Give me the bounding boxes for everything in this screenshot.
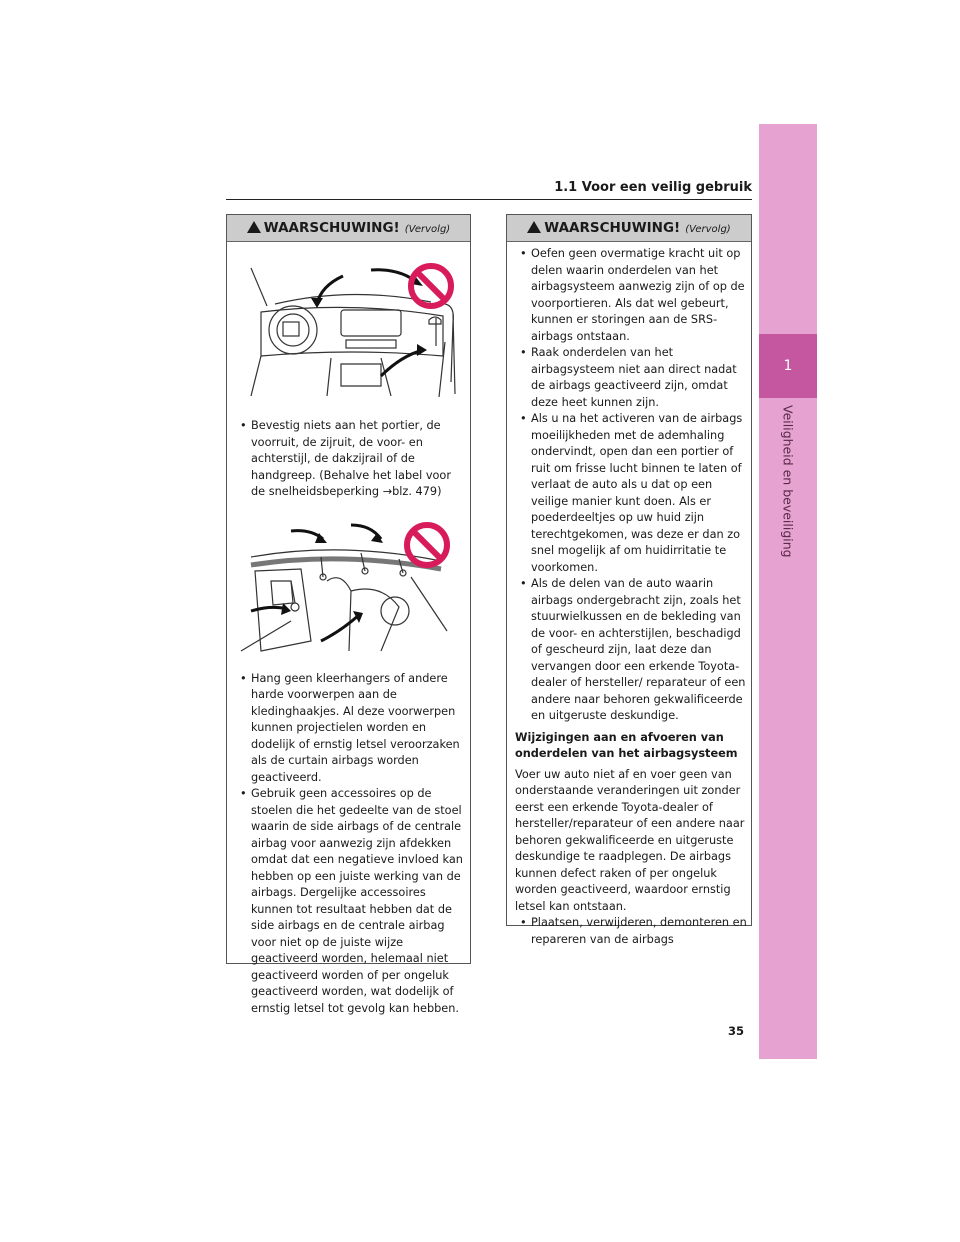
chapter-number: 1	[759, 334, 817, 398]
prohibited-sign-icon	[411, 266, 451, 306]
warning-header	[507, 215, 751, 242]
warning-box-left	[226, 214, 471, 1015]
header-divider	[226, 199, 752, 200]
page-header	[226, 180, 752, 206]
page-number: 35	[728, 1024, 745, 1038]
section-title: 1.1 Voor een veilig gebruik	[554, 180, 752, 195]
warning-continued: (Vervolg)	[404, 224, 451, 235]
list-item: • Raak onderdelen van het airbagsysteem niet aan direct nadat de airbags geactiveerd zijn, omdat deze heet kunnen zijn.	[515, 345, 747, 411]
left-content	[227, 418, 470, 1017]
dashboard-illustration	[231, 246, 467, 406]
prohibited-sign-icon	[407, 525, 447, 565]
interior-illustration	[231, 511, 461, 659]
list-item: • Bevestig niets aan het portier, de voorruit, de zijruit, de voor- en achterstijl, de dakzijrail of de handgreep. (Behalve het label voor de snelheidsbeperking →blz. 479)	[235, 418, 466, 501]
paragraph: Voer uw auto niet af en voer geen van onderstaande veranderingen uit zonder eerst een erkende Toyota-dealer of hersteller/reparateur of een andere naar behoren gekwalificeerde en uitgeruste deskundige te raadplegen. De airbags kunnen defect raken of per ongeluk worden geactiveerd, waardoor ernstig letsel kan ontstaan.	[515, 767, 745, 913]
list-item: • Gebruik geen accessoires op de stoelen die het gedeelte van de stoel waarin de side airbags of de centrale airbag voor aanwezig zijn afdekken omdat dat een negatieve invloed kan hebben op een juiste werking van de airbags. Dergelijke accessoires kunnen tot resultaat hebben dat de side airbags en de centrale airbag voor niet op de juiste wijze geactiveerd worden, helemaal niet geactiveerd worden of per ongeluk geactiveerd worden, wat dodelijk of ernstig letsel tot gevolg kan hebben.	[235, 786, 466, 1017]
right-content	[507, 246, 751, 948]
chapter-label: Veiligheid en beveiliging	[780, 405, 796, 558]
list-item: • Hang geen kleerhangers of andere harde voorwerpen aan de kledinghaakjes. Al deze voorwerpen kunnen projectielen worden en dodelijk of ernstig letsel veroorzaken als de curtain airbags worden geactiveerd.	[235, 671, 466, 787]
warning-continued: (Vervolg)	[685, 224, 731, 235]
list-item: • Oefen geen overmatige kracht uit op delen waarin onderdelen van het airbagsysteem aanwezig zijn of op de voorportieren. Als dat wel gebeurt, kunnen er storingen aan de SRS-airbags ontstaan.	[515, 246, 747, 345]
list-item: • Plaatsen, verwijderen, demonteren en repareren van de airbags	[515, 915, 747, 948]
subheading: Wijzigingen aan en afvoeren van onderdelen van het airbagsysteem	[515, 730, 738, 760]
warning-triangle-icon	[527, 221, 541, 233]
warning-title: WAARSCHUWING!	[544, 220, 681, 236]
warning-box-right	[506, 214, 752, 946]
warning-triangle-icon	[247, 221, 261, 233]
warning-title: WAARSCHUWING!	[263, 220, 400, 236]
chapter-label-wrap	[759, 405, 817, 605]
warning-header	[227, 215, 470, 242]
list-item: • Als de delen van de auto waarin airbags ondergebracht zijn, zoals het stuurwielkussen en de bekleding van de voor- en achterstijlen, beschadigd of gescheurd zijn, laat deze dan vervangen door een erkende Toyota-dealer of hersteller/ reparateur of een andere naar behoren gekwalificeerde en uitgeruste deskundige.	[515, 576, 747, 725]
list-item: • Als u na het activeren van de airbags moeilijkheden met de ademhaling ondervindt, open dan een portier of ruit om frisse lucht binnen te laten of verlaat de auto als u dat op een veilige manier kunt doen. Als er poederdeeltjes op uw huid zijn terechtgekomen, was deze er dan zo snel mogelijk af om huidirritatie te voorkomen.	[515, 411, 747, 576]
